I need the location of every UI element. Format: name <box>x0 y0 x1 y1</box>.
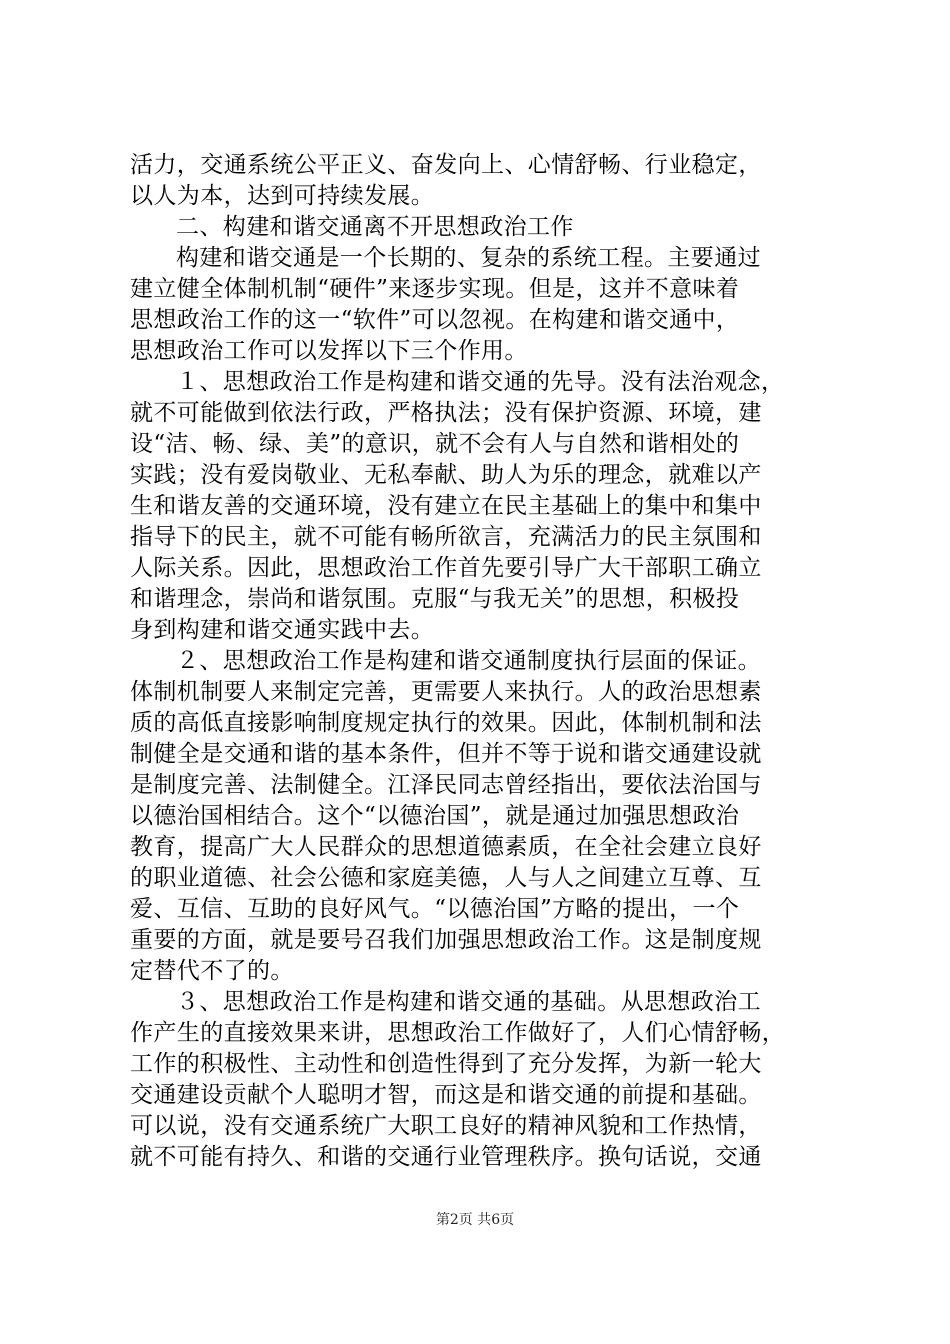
text-line: 制健全是交通和谐的基本条件，但并不等于说和谐交通建设就 <box>130 741 762 767</box>
text-line: 定替代不了的。 <box>130 958 294 984</box>
text-line: 体制机制要人来制定完善，更需要人来执行。人的政治思想素 <box>130 679 762 705</box>
text-line: 可以说，没有交通系统广大职工良好的精神风貌和工作热情， <box>130 1113 762 1139</box>
text-line: 重要的方面，就是要号召我们加强思想政治工作。这是制度规 <box>130 927 762 953</box>
text-line: 构建和谐交通是一个长期的、复杂的系统工程。主要通过 <box>176 245 761 271</box>
text-line: 实践；没有爱岗敬业、无私奉献、助人为乐的理念，就难以产 <box>130 462 762 488</box>
text-line: ３、思想政治工作是构建和谐交通的基础。从思想政治工 <box>176 989 761 1015</box>
text-line: 思想政治工作的这一“软件”可以忽视。在构建和谐交通中， <box>130 307 740 333</box>
text-line: 指导下的民主，就不可能有畅所欲言，充满活力的民主氛围和 <box>130 524 762 550</box>
text-line: 工作的积极性、主动性和创造性得到了充分发挥，为新一轮大 <box>130 1051 762 1077</box>
text-line: 生和谐友善的交通环境，没有建立在民主基础上的集中和集中 <box>130 493 762 519</box>
text-line: 就不可能有持久、和谐的交通行业管理秩序。换句话说，交通 <box>130 1144 762 1170</box>
text-line: 质的高低直接影响制度规定执行的效果。因此，体制机制和法 <box>130 710 762 736</box>
text-line: 作产生的直接效果来讲，思想政治工作做好了，人们心情舒畅， <box>130 1020 786 1046</box>
text-line: 的职业道德、社会公德和家庭美德，人与人之间建立互尊、互 <box>130 865 762 891</box>
text-line: 思想政治工作可以发挥以下三个作用。 <box>130 338 528 364</box>
text-line: ２、思想政治工作是构建和谐交通制度执行层面的保证。 <box>176 648 761 674</box>
section-heading: 二、构建和谐交通离不开思想政治工作 <box>176 214 574 240</box>
text-line: 爱、互信、互助的良好风气。“以德治国”方略的提出，一个 <box>130 896 740 922</box>
text-line: 以德治国相结合。这个“以德治国”，就是通过加强思想政治 <box>130 803 740 829</box>
text-line: 设“洁、畅、绿、美”的意识，就不会有人与自然和谐相处的 <box>130 431 740 457</box>
body-text <box>130 150 830 1173</box>
text-line: 交通建设贡献个人聪明才智，而这是和谐交通的前提和基础。 <box>130 1082 762 1108</box>
text-line: 和谐理念，崇尚和谐氛围。克服“与我无关”的思想，积极投 <box>130 586 740 612</box>
text-line: 身到构建和谐交通实践中去。 <box>130 617 435 643</box>
text-line: 以人为本，达到可持续发展。 <box>130 183 435 209</box>
text-line: 教育，提高广大人民群众的思想道德素质，在全社会建立良好 <box>130 834 762 860</box>
page-footer <box>0 1210 950 1230</box>
text-line: 是制度完善、法制健全。江泽民同志曾经指出，要依法治国与 <box>130 772 762 798</box>
text-line: 人际关系。因此，思想政治工作首先要引导广大干部职工确立 <box>130 555 762 581</box>
text-line: １、思想政治工作是构建和谐交通的先导。没有法治观念， <box>176 369 785 395</box>
text-line: 建立健全体制机制“硬件”来逐步实现。但是，这并不意味着 <box>130 276 740 302</box>
text-line: 活力，交通系统公平正义、奋发向上、心情舒畅、行业稳定， <box>130 152 762 178</box>
text-line: 就不可能做到依法行政，严格执法；没有保护资源、环境，建 <box>130 400 762 426</box>
page-number-label: 第2页 共6页 <box>435 1212 515 1228</box>
